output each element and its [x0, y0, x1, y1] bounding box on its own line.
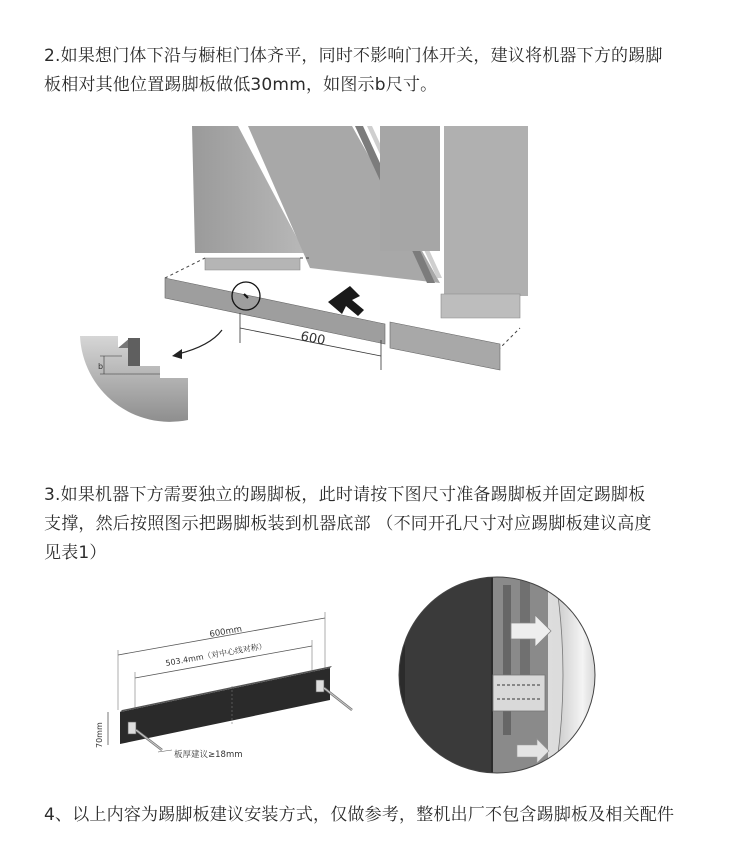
kickplate-right-section	[390, 322, 500, 370]
zoom-callout-arrow	[178, 330, 222, 354]
plinth-small-right	[441, 294, 520, 318]
dashed-guide-right	[498, 328, 520, 350]
push-arrow-icon	[328, 286, 364, 316]
step3-line1: 3.如果机器下方需要独立的踢脚板，此时请按下图尺寸准备踢脚板并固定踢脚板	[44, 485, 646, 505]
cabinet-panel-face	[405, 575, 491, 775]
cabinet-panel-right	[444, 126, 528, 296]
step2-line1: 2.如果想门体下沿与橱柜门体齐平，同时不影响门体开关，建议将机器下方的踢脚	[44, 46, 663, 66]
callout-arrowhead-icon	[172, 349, 182, 359]
step2-paragraph	[44, 42, 724, 100]
kickplate-lowering-illustration	[60, 118, 540, 428]
step3-line3: 见表1）	[44, 543, 107, 563]
step3-paragraph	[44, 481, 724, 568]
dim-label-600mm: 600mm	[208, 624, 243, 640]
zoom-step-face	[128, 338, 140, 366]
kickplate-clip	[493, 675, 545, 711]
note-leader	[158, 750, 172, 752]
step4-note: 4、以上内容为踢脚板建议安装方式，仅做参考，整机出厂不包含踢脚板及相关配件	[44, 805, 675, 825]
dim-label-70mm: 70mm	[95, 722, 104, 748]
step3-line2: 支撑，然后按照图示把踢脚板装到机器底部 （不同开孔尺寸对应踢脚板建议高度	[44, 514, 652, 534]
dim-label-600: 600	[299, 329, 327, 349]
thickness-note: 板厚建议≥18mm	[174, 750, 243, 760]
step2-line2: 板相对其他位置踢脚板做低30mm，如图示b尺寸。	[44, 75, 438, 95]
installation-detail-circle	[385, 575, 610, 775]
door-panel-edge	[555, 575, 610, 775]
dim-label-b: b	[98, 362, 104, 371]
cabinet-panel-mid	[380, 126, 440, 251]
plinth-small-left	[205, 258, 300, 270]
kickplate-board	[120, 668, 330, 744]
kickplate-dimension-drawing	[80, 600, 380, 775]
dim-label-503mm: 503.4mm（对中心线对称）	[164, 641, 268, 668]
frame-rail	[503, 585, 511, 735]
